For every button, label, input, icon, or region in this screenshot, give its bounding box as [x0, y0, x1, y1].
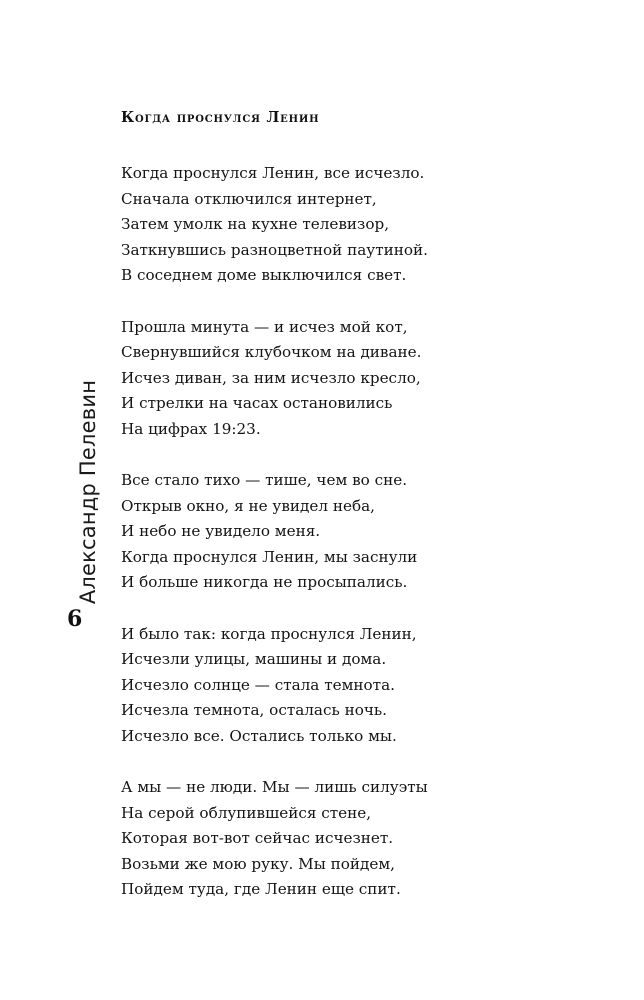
poem-line: Заткнувшись разноцветной паутиной.: [121, 240, 428, 259]
poem-line: Пойдем туда, где Ленин еще спит.: [121, 880, 401, 898]
poem-line: Свернувшийся клубочком на диване.: [121, 343, 422, 361]
page-number: 6: [67, 606, 83, 632]
poem-line: Сначала отключился интернет,: [121, 189, 377, 208]
poem-line: Исчезло солнце — стала темнота.: [121, 675, 395, 694]
poem-line: А мы — не люди. Мы — лишь силуэты: [121, 778, 428, 796]
poem-line: Исчезло все. Остались только мы.: [121, 726, 397, 745]
poem-line: Исчезла темнота, осталась ночь.: [121, 701, 387, 719]
poem-line: Прошла минута — и исчез мой кот,: [121, 317, 408, 336]
poem-line: Открыв окно, я не увидел неба,: [121, 496, 375, 515]
stanza-1: [121, 161, 621, 289]
poem-line: В соседнем доме выключился свет.: [121, 266, 407, 284]
poem-line: Затем умолк на кухне телевизор,: [121, 215, 390, 233]
poem-line: Когда проснулся Ленин, все исчезло.: [121, 164, 425, 182]
poem-line: Исчез диван, за ним исчезло кресло,: [121, 368, 421, 387]
poem-line: На серой облупившейся стене,: [121, 803, 372, 822]
poem-line: Когда проснулся Ленин, мы заснули: [121, 547, 418, 566]
poem-body: [121, 161, 621, 929]
poem-line: И небо не увидело меня.: [121, 522, 321, 540]
poem-line: И больше никогда не просыпались.: [121, 573, 408, 591]
stanza-5: [121, 775, 621, 903]
stanza-4: [121, 622, 621, 750]
stanza-3: [121, 468, 621, 596]
poem-line: Исчезли улицы, машины и дома.: [121, 650, 387, 668]
poem-title: Когда проснулся Ленин: [121, 109, 320, 126]
running-head-author: Александр Пелевин: [76, 379, 100, 605]
poem-line: Возьми же мою руку. Мы пойдем,: [121, 854, 395, 873]
stanza-2: [121, 315, 621, 443]
poem-line: Все стало тихо — тише, чем во сне.: [121, 471, 408, 489]
poem-line: Которая вот-вот сейчас исчезнет.: [121, 829, 394, 847]
poem-line: На цифрах 19:23.: [121, 419, 261, 438]
poem-line: И было так: когда проснулся Ленин,: [121, 624, 417, 643]
poem-line: И стрелки на часах остановились: [121, 394, 393, 412]
